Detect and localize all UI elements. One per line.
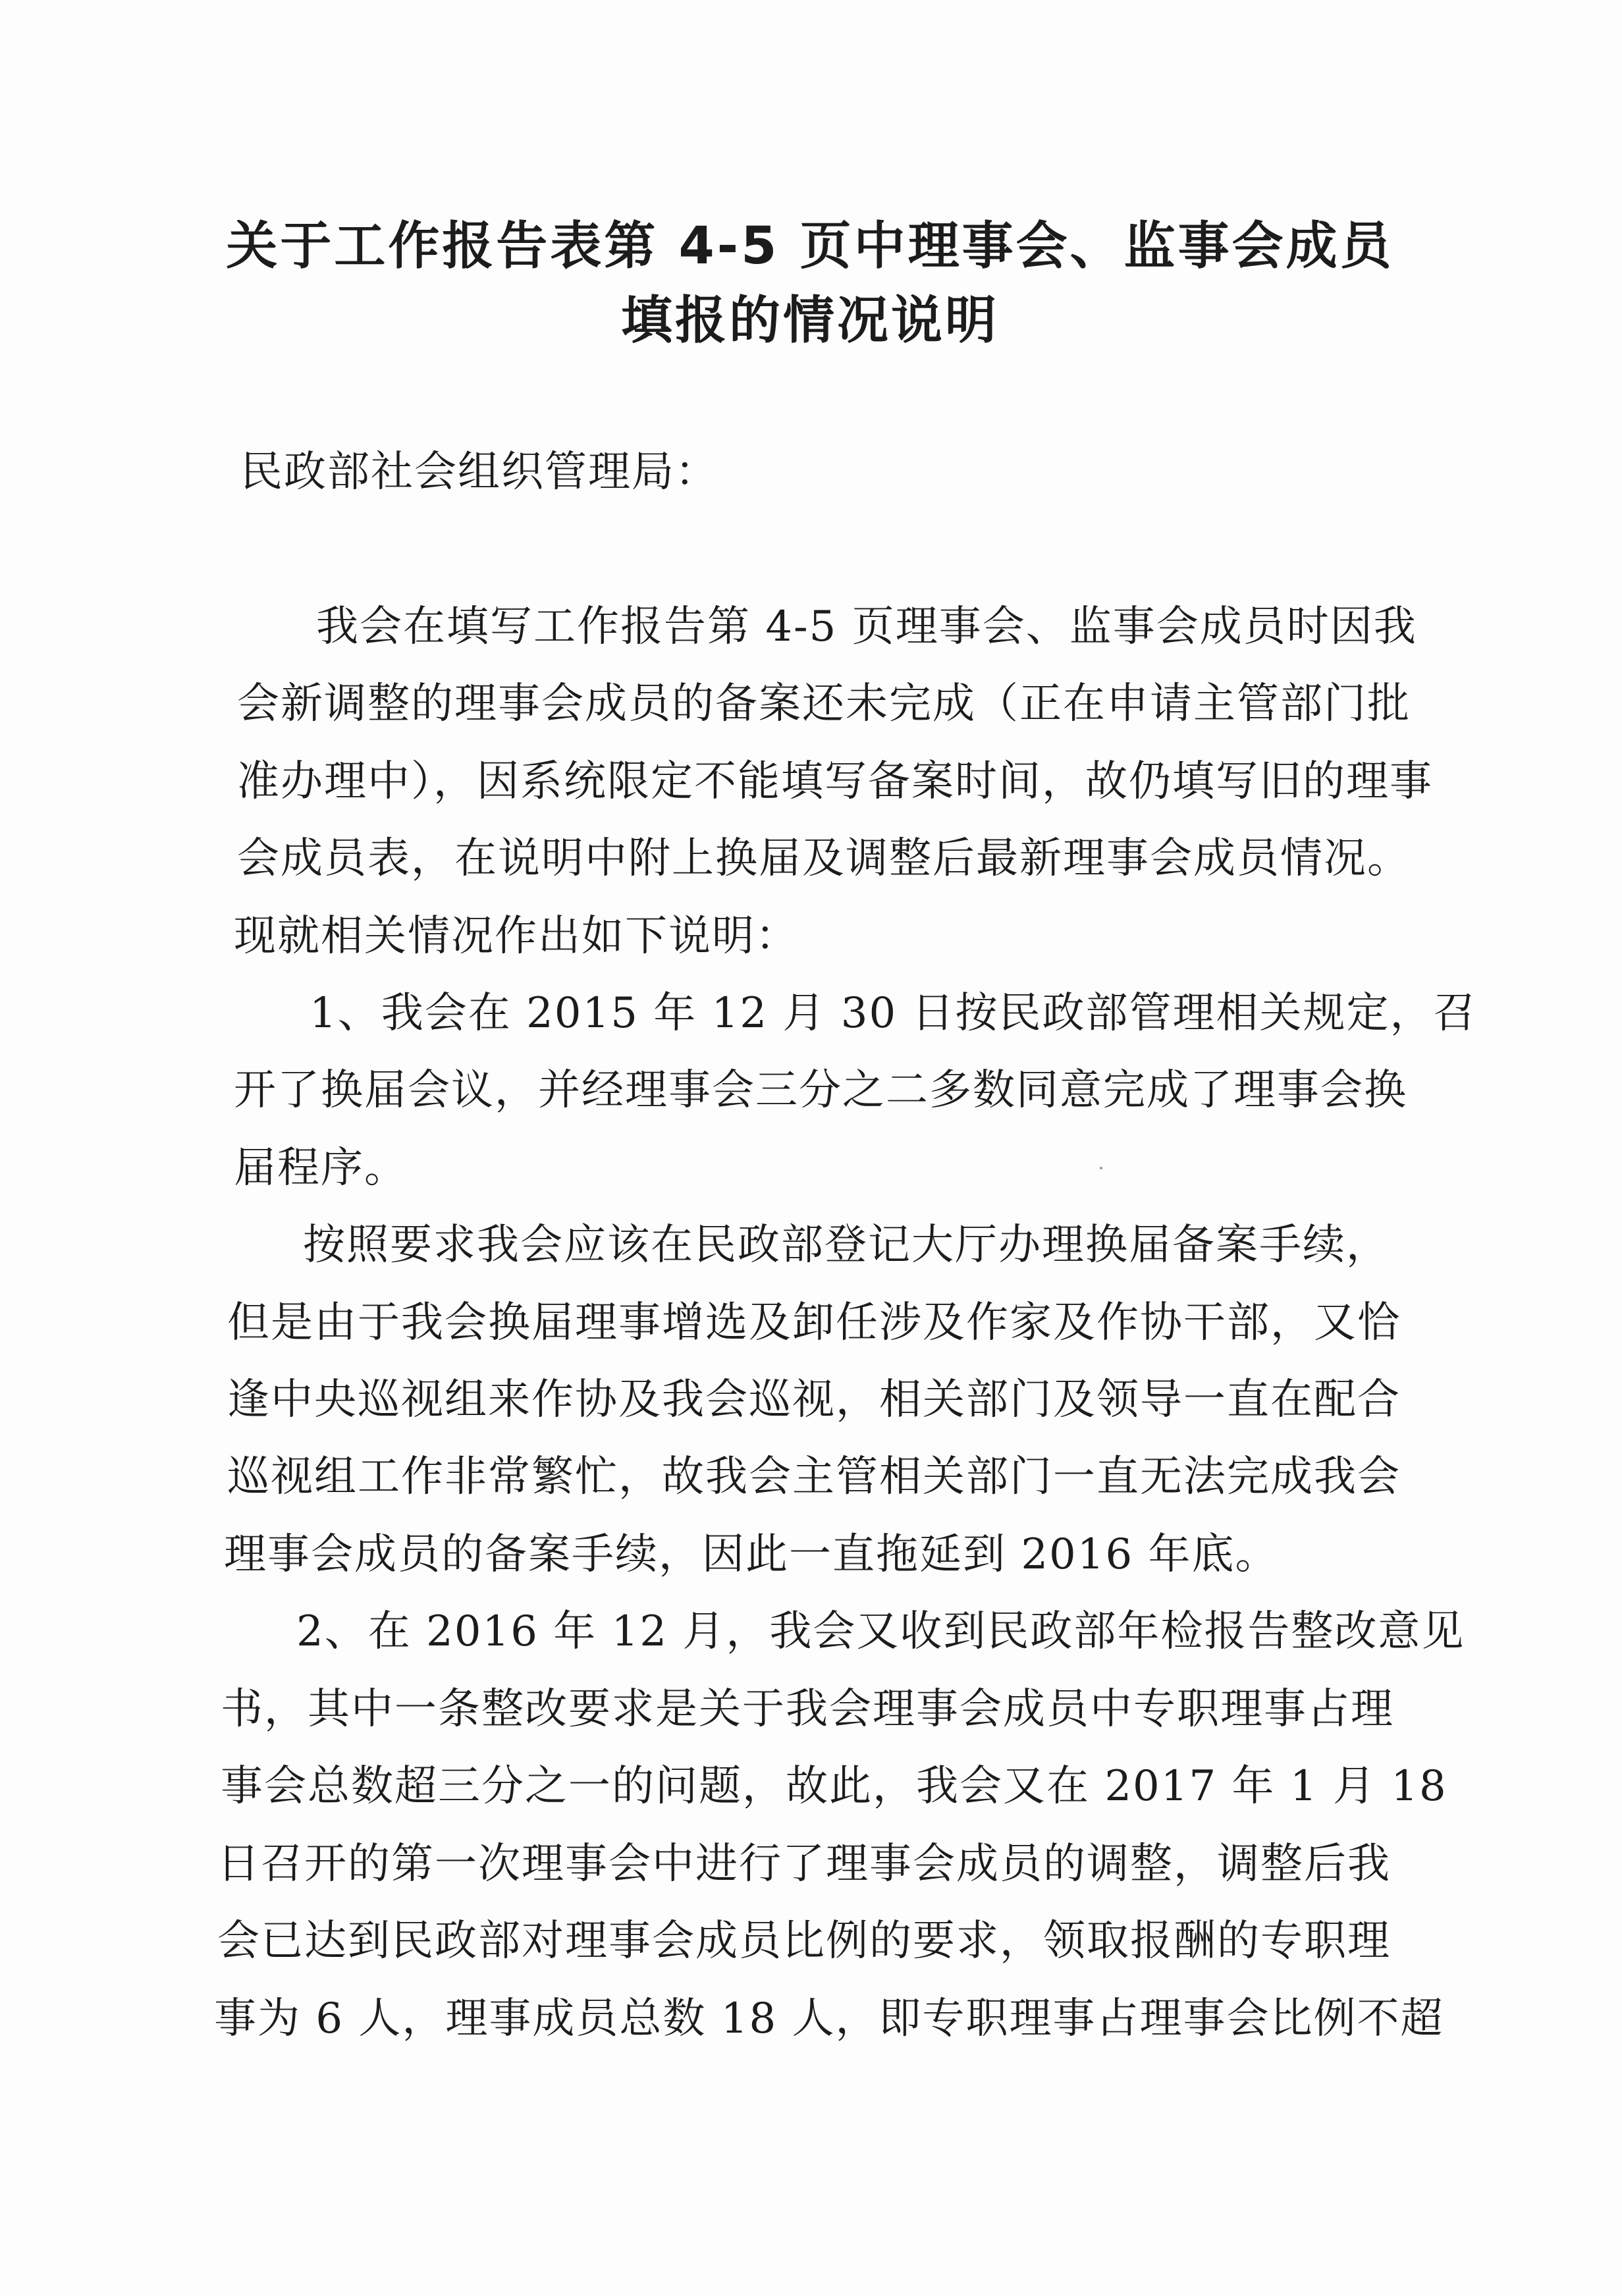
addressee: 民政部社会组织管理局： [240, 448, 718, 496]
body-line: 届程序。 [234, 1144, 408, 1192]
body-line: 现就相关情况作出如下说明： [234, 912, 799, 961]
body-line: 会已达到民政部对理事会成员比例的要求，领取报酬的专职理 [217, 1917, 1391, 1965]
body-line: 开了换届会议，并经理事会三分之二多数同意完成了理事会换 [234, 1066, 1407, 1115]
body-line: 逢中央巡视组来作协及我会巡视，相关部门及领导一直在配合 [227, 1375, 1401, 1424]
body-line: 日召开的第一次理事会中进行了理事会成员的调整，调整后我 [217, 1840, 1391, 1888]
body-line: 2、在 2016 年 12 月，我会又收到民政部年检报告整改意见 [296, 1607, 1465, 1656]
body-line: 1、我会在 2015 年 12 月 30 日按民政部管理相关规定，召 [310, 989, 1477, 1038]
body-line: 会成员表，在说明中附上换届及调整后最新理事会成员情况。 [237, 834, 1411, 883]
body-line: 准办理中），因系统限定不能填写备案时间，故仍填写旧的理事 [237, 757, 1433, 806]
document-title-line-1: 关于工作报告表第 4-5 页中理事会、监事会成员 [226, 217, 1394, 276]
body-line: 我会在填写工作报告第 4-5 页理事会、监事会成员时因我 [316, 602, 1417, 651]
body-line: 会新调整的理事会成员的备案还未完成（正在申请主管部门批 [237, 680, 1411, 728]
body-line: 事会总数超三分之一的问题，故此，我会又在 2017 年 1 月 18 [221, 1762, 1447, 1811]
body-line: 事为 6 人，理事成员总数 18 人，即专职理事占理事会比例不超 [214, 1994, 1444, 2043]
body-line: 按照要求我会应该在民政部登记大厅办理换届备案手续， [303, 1221, 1390, 1269]
body-line: 巡视组工作非常繁忙，故我会主管相关部门一直无法完成我会 [227, 1453, 1401, 1501]
body-line: 书，其中一条整改要求是关于我会理事会成员中专职理事占理 [221, 1685, 1394, 1734]
body-line: 理事会成员的备案手续，因此一直拖延到 2016 年底。 [224, 1530, 1279, 1579]
body-line: 但是由于我会换届理事增选及卸任涉及作家及作协干部，又恰 [227, 1298, 1401, 1347]
document-title-line-2: 填报的情况说明 [620, 291, 999, 350]
scan-artifact [1100, 1167, 1102, 1169]
